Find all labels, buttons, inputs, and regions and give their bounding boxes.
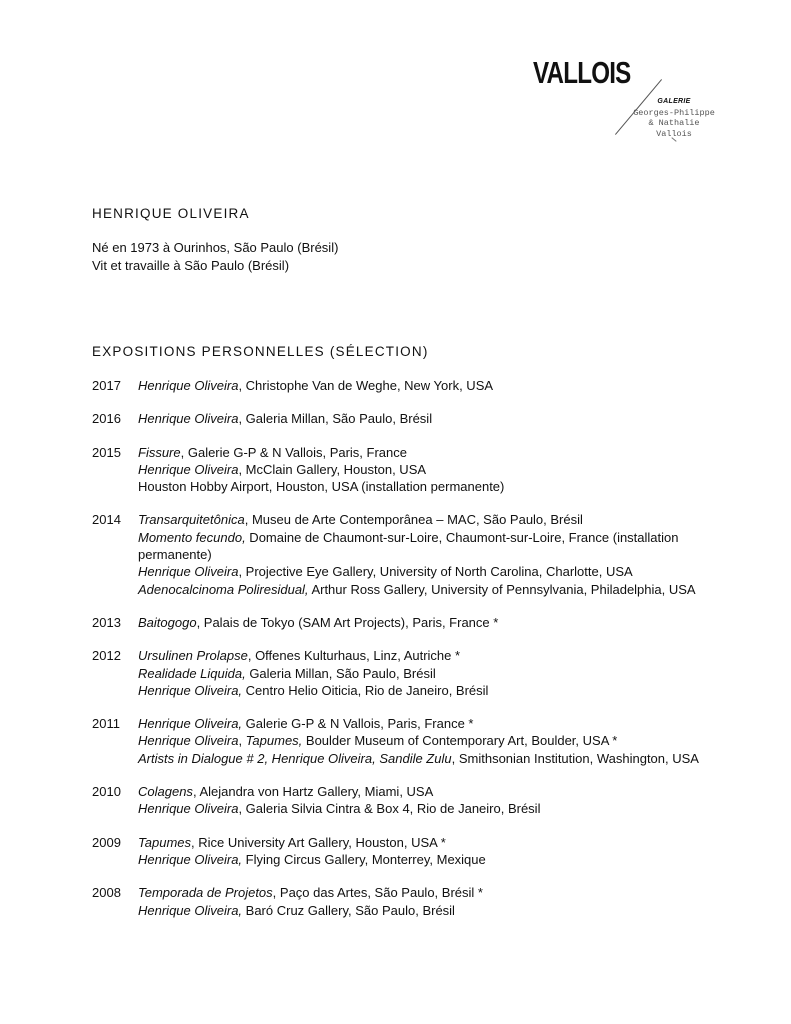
residence-info: Vit et travaille à São Paulo (Brésil) xyxy=(92,258,290,273)
logo-galerie-label: GALERIE xyxy=(657,98,691,105)
exhibition-entry xyxy=(138,647,732,664)
exhibition-entry xyxy=(138,614,732,631)
exhibition-entry xyxy=(138,511,732,528)
exhibition-venue: , Galeria Silvia Cintra & Box 4, Rio de Janeiro, Brésil xyxy=(238,801,541,817)
exhibition-year-group xyxy=(92,783,732,818)
exhibition-year-group xyxy=(92,614,732,631)
exhibition-entry xyxy=(138,783,732,800)
exhibition-title: Temporada de Projetos xyxy=(138,885,273,901)
exhibition-entry xyxy=(138,682,732,699)
exhibition-year-group xyxy=(92,444,732,496)
exhibition-venue: , Smithsonian Institution, Washington, USA xyxy=(451,750,699,766)
exhibition-title: Henrique Oliveira, xyxy=(138,851,243,867)
exhibition-title: Henrique Oliveira xyxy=(138,378,239,393)
exhibition-venue: Galerie G-P & N Vallois, Paris, France * xyxy=(242,716,474,732)
exhibition-entry xyxy=(138,902,732,919)
exhibition-venue: , Galeria Millan, São Paulo, Brésil xyxy=(238,411,433,427)
exhibition-entry xyxy=(138,529,732,564)
exhibition-venue: Boulder Museum of Contemporary Art, Boulder, USA * xyxy=(302,733,618,749)
exhibition-title: Transarquitetônica xyxy=(138,512,245,528)
exhibition-year: 2016 xyxy=(92,411,121,427)
exhibition-title: Baitogogo xyxy=(138,614,197,630)
exhibition-entry xyxy=(138,834,732,851)
exhibition-year-group xyxy=(92,884,732,919)
exhibition-venue: , Rice University Art Gallery, Houston, USA * xyxy=(191,834,446,850)
logo-wordmark: VALLOIS xyxy=(533,55,631,90)
exhibition-entries xyxy=(138,410,732,427)
exhibition-entry xyxy=(138,884,732,901)
section-title: EXPOSITIONS PERSONNELLES (SÉLECTION) xyxy=(92,344,429,359)
exhibition-venue: , McClain Gallery, Houston, USA xyxy=(238,461,427,477)
exhibition-year: 2009 xyxy=(92,834,121,850)
exhibition-title: Henrique Oliveira xyxy=(138,411,239,427)
exhibition-title: Henrique Oliveira xyxy=(138,461,239,477)
exhibition-venue: Houston Hobby Airport, Houston, USA (installation permanente) xyxy=(138,479,505,495)
exhibition-year-group xyxy=(92,410,732,427)
exhibition-entry xyxy=(138,410,732,427)
exhibition-entry xyxy=(138,581,732,598)
exhibition-venue: Centro Helio Oiticia, Rio de Janeiro, Brésil xyxy=(242,682,489,698)
exhibition-title: Henrique Oliveira xyxy=(138,733,239,749)
exhibition-year: 2008 xyxy=(92,885,121,901)
exhibition-venue: Domaine de Chaumont-sur-Loire, Chaumont-sur-Loire, France (installation permanente) xyxy=(138,529,679,563)
exhibition-entry xyxy=(138,444,732,461)
exhibition-title: Henrique Oliveira xyxy=(138,801,239,817)
exhibition-year: 2015 xyxy=(92,444,121,460)
exhibition-entries xyxy=(138,377,732,394)
exhibition-year: 2010 xyxy=(92,784,121,800)
exhibition-entries xyxy=(138,834,732,869)
exhibition-venue: , Museu de Arte Contemporânea – MAC, São Paulo, Brésil xyxy=(244,512,583,528)
gallery-logo xyxy=(530,55,730,155)
logo-owner-line: Vallois xyxy=(656,128,692,139)
exhibition-year-group xyxy=(92,715,732,767)
exhibition-entry xyxy=(138,851,732,868)
exhibition-venue: , Christophe Van de Weghe, New York, USA xyxy=(238,378,494,393)
exhibition-year: 2017 xyxy=(92,378,121,393)
exhibition-entries xyxy=(138,511,732,597)
exhibition-entry xyxy=(138,665,732,682)
exhibition-entries xyxy=(138,715,732,767)
exhibition-title: Realidade Liquida, xyxy=(138,665,246,681)
exhibition-entry xyxy=(138,461,732,478)
exhibition-year: 2011 xyxy=(92,716,120,732)
artist-bio xyxy=(92,239,338,275)
exhibition-year: 2013 xyxy=(92,614,121,630)
logo-owner-line: Georges-Philippe xyxy=(633,107,715,118)
exhibition-entry xyxy=(138,732,732,749)
exhibition-title: Momento fecundo, xyxy=(138,529,246,545)
exhibition-title: Henrique Oliveira, xyxy=(138,716,243,732)
exhibition-venue: Baró Cruz Gallery, São Paulo, Brésil xyxy=(242,902,455,918)
exhibition-year: 2012 xyxy=(92,648,121,664)
exhibition-title: Henrique Oliveira, xyxy=(138,902,243,918)
exhibition-title: Ursulinen Prolapse xyxy=(138,648,248,664)
exhibition-entry xyxy=(138,750,732,767)
exhibition-venue: , Projective Eye Gallery, University of North Carolina, Charlotte, USA xyxy=(238,564,633,580)
exhibition-venue: , Galerie G-P & N Vallois, Paris, France xyxy=(180,444,407,460)
birth-info: Né en 1973 à Ourinhos, São Paulo (Brésil) xyxy=(92,240,339,255)
exhibition-title: Adenocalcinoma Poliresidual, xyxy=(138,581,309,597)
exhibition-entries xyxy=(138,647,732,699)
exhibition-venue: , Offenes Kulturhaus, Linz, Autriche * xyxy=(247,648,461,664)
artist-name: HENRIQUE OLIVEIRA xyxy=(92,206,250,221)
exhibition-entry xyxy=(138,377,732,394)
exhibition-entry xyxy=(138,715,732,732)
exhibition-entry xyxy=(138,478,732,495)
exhibition-year-group xyxy=(92,511,732,597)
exhibition-title: Tapumes, xyxy=(245,733,303,749)
exhibition-entry xyxy=(138,800,732,817)
exhibition-entries xyxy=(138,444,732,496)
exhibition-title: Henrique Oliveira, xyxy=(138,682,243,698)
exhibition-year-group xyxy=(92,647,732,699)
exhibition-title: Henrique Oliveira xyxy=(138,564,239,580)
exhibition-venue: , Paço das Artes, São Paulo, Brésil * xyxy=(272,885,483,901)
logo-owner-line: & Nathalie xyxy=(648,118,700,128)
exhibition-venue: , xyxy=(238,733,246,749)
exhibition-venue: , Palais de Tokyo (SAM Art Projects), Paris, France * xyxy=(196,614,499,630)
exhibition-venue: Arthur Ross Gallery, University of Pennsylvania, Philadelphia, USA xyxy=(308,581,696,597)
logo-subtitle xyxy=(624,97,724,139)
exhibition-year: 2014 xyxy=(92,512,121,528)
exhibition-venue: , Alejandra von Hartz Gallery, Miami, USA xyxy=(192,784,434,800)
exhibition-list xyxy=(92,377,732,935)
exhibition-title: Colagens xyxy=(138,784,193,800)
exhibition-entries xyxy=(138,783,732,818)
exhibition-entries xyxy=(138,614,732,631)
exhibition-venue: Flying Circus Gallery, Monterrey, Mexique xyxy=(242,851,486,867)
exhibition-title: Tapumes xyxy=(138,834,191,850)
exhibition-year-group xyxy=(92,377,732,394)
exhibition-venue: Galeria Millan, São Paulo, Brésil xyxy=(245,665,436,681)
exhibition-entries xyxy=(138,884,732,919)
exhibition-title: Fissure xyxy=(138,444,181,460)
exhibition-entry xyxy=(138,563,732,580)
exhibition-title: Artists in Dialogue # 2, Henrique Oliveira, Sandile Zulu xyxy=(138,750,452,766)
exhibition-year-group xyxy=(92,834,732,869)
